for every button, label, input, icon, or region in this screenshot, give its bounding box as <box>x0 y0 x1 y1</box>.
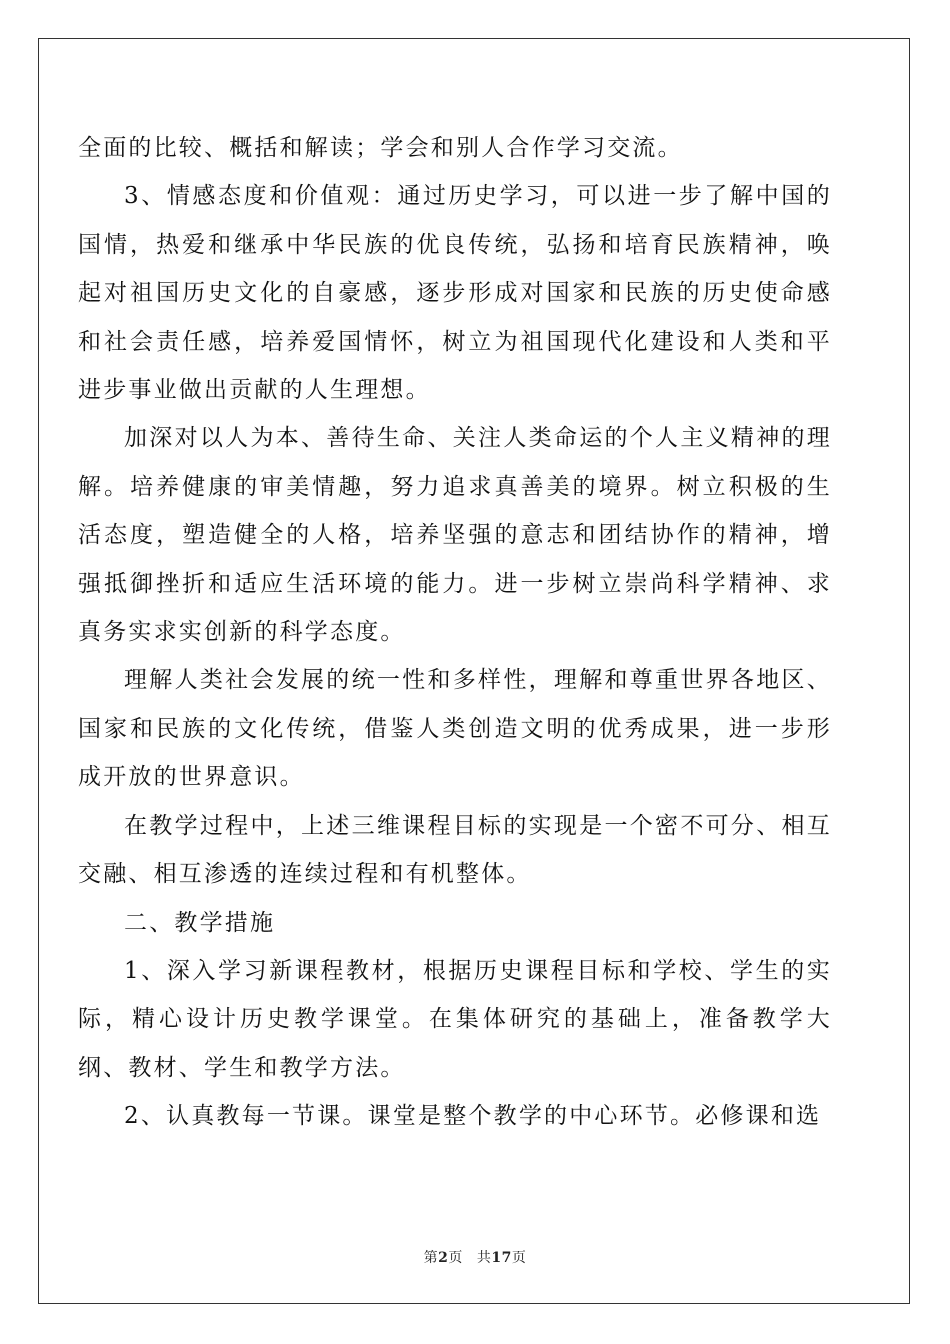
paragraph: 加深对以人为本、善待生命、关注人类命运的个人主义精神的理解。培养健康的审美情趣，努力追求真善美的境界。树立积极的生活态度，塑造健全的人格，培养坚强的意志和团结协作的精神，增强抵御挫折和适应生活环境的能力。进一步树立崇尚科学精神、求真务实求实创新的科学态度。 <box>78 425 832 646</box>
total-prefix: 共 <box>476 1250 492 1266</box>
section-heading: 二、教学措施 <box>124 909 276 936</box>
page-total: 17 <box>491 1250 512 1266</box>
page-suffix: 页 <box>448 1250 463 1266</box>
page-current: 2 <box>438 1250 449 1266</box>
document-body <box>78 124 832 1141</box>
page-prefix: 第 <box>423 1250 439 1266</box>
paragraph: 2、认真教每一节课。课堂是整个教学的中心环节。必修课和选 <box>124 1103 822 1130</box>
total-suffix: 页 <box>511 1250 527 1266</box>
paragraph: 全面的比较、概括和解读；学会和别人合作学习交流。 <box>78 135 683 161</box>
paragraph: 理解人类社会发展的统一性和多样性，理解和尊重世界各地区、国家和民族的文化传统，借鉴人类创造文明的优秀成果，进一步形成开放的世界意识。 <box>78 667 832 791</box>
paragraph: 3、情感态度和价值观：通过历史学习，可以进一步了解中国的国情，热爱和继承中华民族的优良传统，弘扬和培育民族精神，唤起对祖国历史文化的自豪感，逐步形成对国家和民族的历史使命感和社会责任感，培养爱国情怀，树立为祖国现代化建设和人类和平进步事业做出贡献的人生理想。 <box>78 183 832 404</box>
page-footer <box>0 1247 950 1267</box>
paragraph: 在教学过程中，上述三维课程目标的实现是一个密不可分、相互交融、相互渗透的连续过程和有机整体。 <box>78 812 832 888</box>
paragraph: 1、深入学习新课程教材，根据历史课程目标和学校、学生的实际，精心设计历史教学课堂。在集体研究的基础上，准备教学大纲、教材、学生和教学方法。 <box>78 957 832 1081</box>
